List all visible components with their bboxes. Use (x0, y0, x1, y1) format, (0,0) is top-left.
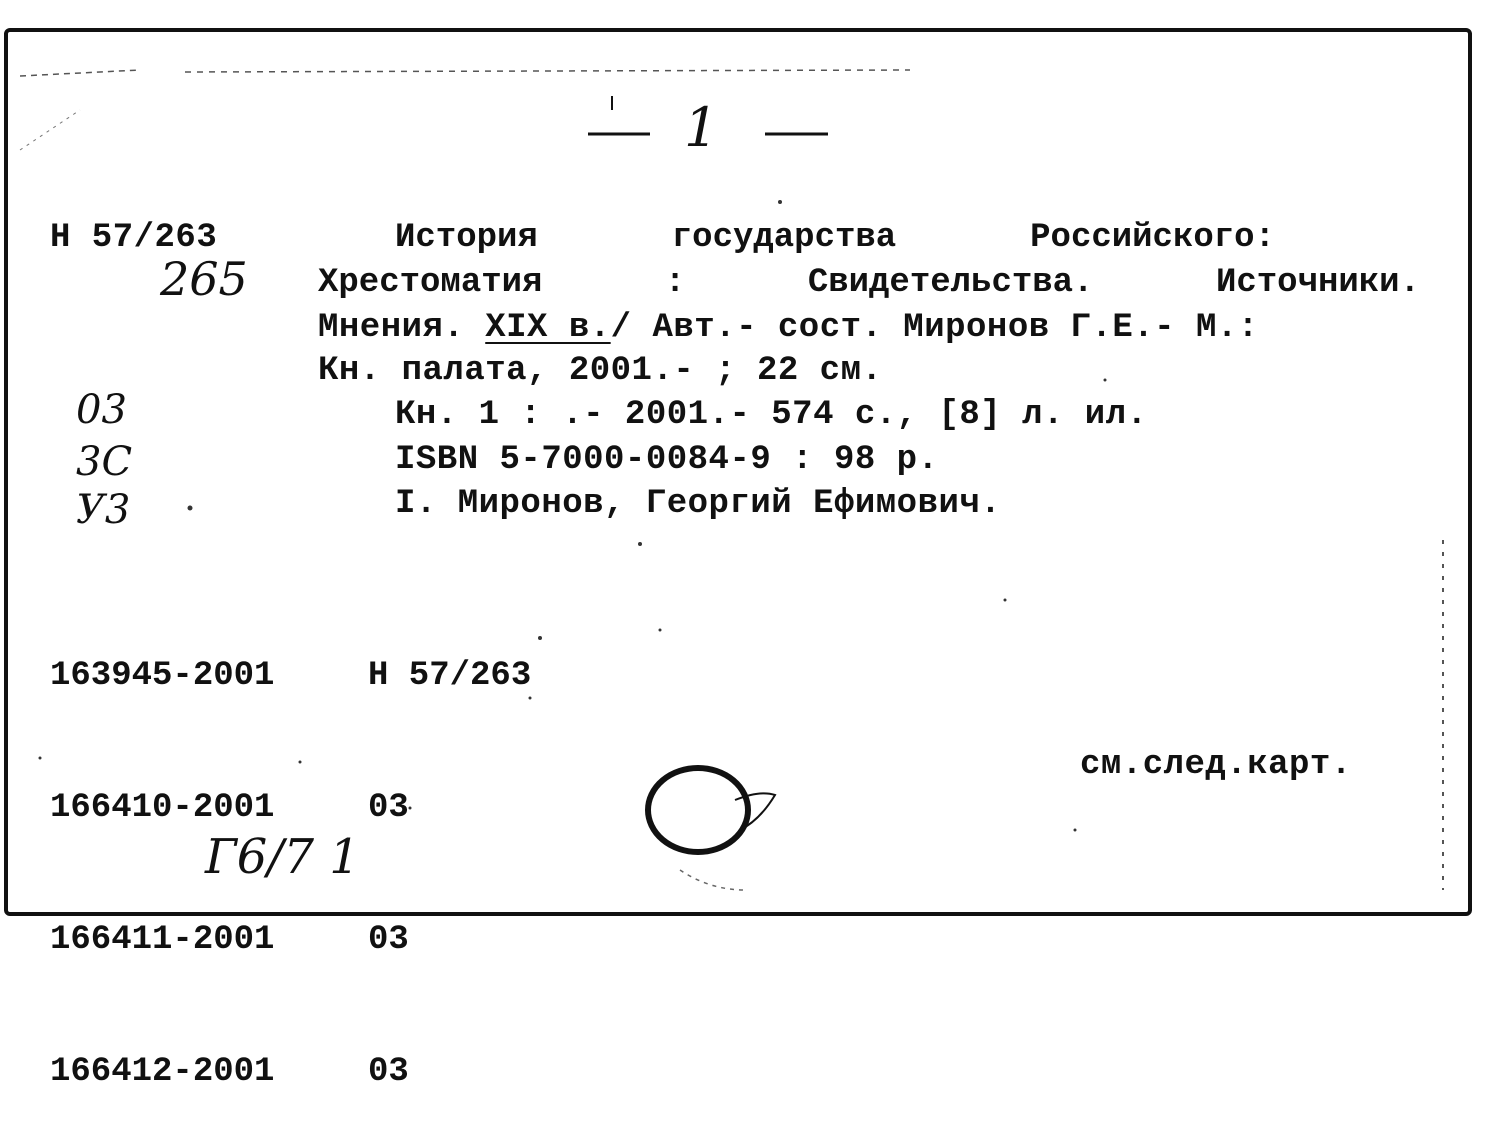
title-word: Источники. (1215, 264, 1420, 302)
title-word: государства (671, 219, 897, 257)
inventory-row (50, 1050, 531, 1094)
title-word: История (395, 219, 538, 257)
title-word: : (664, 264, 686, 302)
inventory-location: Н 57/263 (368, 657, 532, 695)
author-entry: I. Миронов, Георгий Ефимович. (395, 485, 1002, 523)
page-number: 1 (684, 96, 719, 159)
title-line-4: Кн. палата, 2001.- ; 22 см. (318, 352, 883, 390)
volume-line: Кн. 1 : .- 2001.- 574 с., [8] л. ил. (395, 396, 1148, 434)
isbn-line: ISBN 5-7000-0084-9 : 98 р. (395, 441, 939, 479)
title-word: Свидетельства. (807, 264, 1094, 302)
inventory-location: 03 (368, 921, 409, 959)
century-underlined: XIX в. (485, 309, 611, 347)
handwritten-code: 3С (76, 439, 133, 485)
inventory-location: 03 (368, 1053, 409, 1091)
inventory-location: 03 (368, 789, 409, 827)
inventory-number: 163945-2001 (50, 657, 275, 695)
title-text: / Авт.- сост. Миронов Г.Е.- М.: (610, 309, 1259, 347)
title-word: Хрестоматия (318, 264, 543, 302)
inventory-number: 166411-2001 (50, 921, 275, 959)
inventory-number: 166412-2001 (50, 1053, 275, 1091)
handwritten-code: 03 (76, 387, 127, 433)
handwritten-call-number: 265 (160, 252, 248, 306)
continuation-note: см.след.карт. (1080, 746, 1352, 784)
call-number: Н 57/263 (50, 219, 218, 257)
title-text: Мнения. (318, 309, 486, 347)
title-word: Российского: (1030, 219, 1275, 257)
handwritten-bottom-note: Г6/7 1 (205, 829, 360, 885)
handwritten-code: У3 (76, 487, 131, 533)
inventory-number: 166410-2001 (50, 789, 275, 827)
